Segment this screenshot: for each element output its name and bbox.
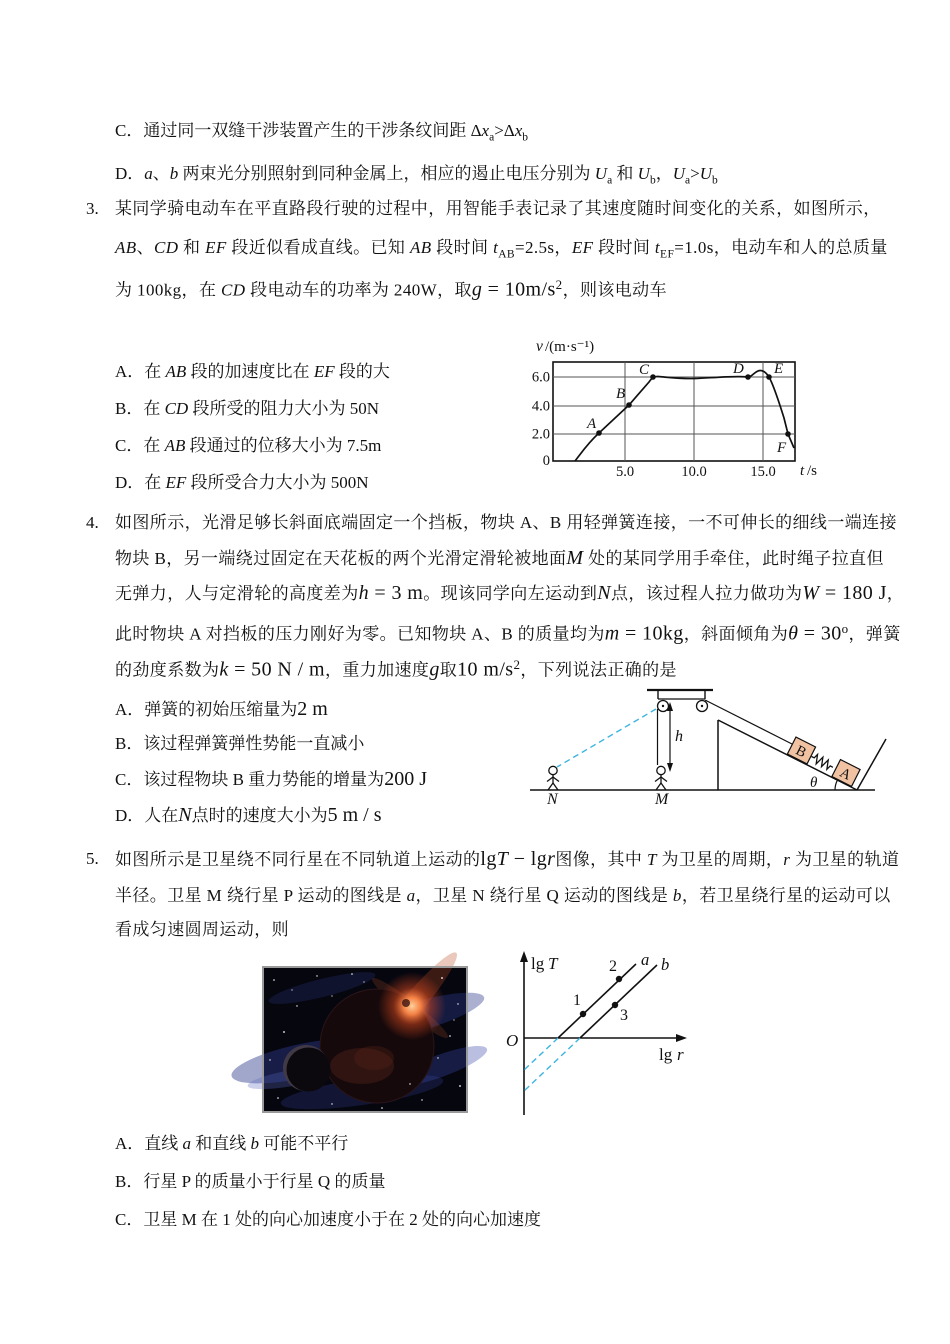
svg-text:2: 2 — [609, 958, 617, 975]
q5-stem-line-3: 看成匀速圆周运动，则 — [115, 920, 289, 939]
vt-gridlines — [553, 362, 795, 461]
vt-curve — [575, 371, 794, 462]
dashed-extension-b — [524, 1038, 580, 1091]
y-axis-arrow — [520, 951, 528, 962]
q5-stem-line-2: 半径。卫星 M 绕行星 P 运动的图线是 a，卫星 N 绕行星 Q 运动的图线是 b，若卫星绕行星的运动可以 — [115, 886, 891, 905]
vt-xlabel-var: t — [800, 463, 805, 479]
q3-option-d: D．在 EF 段所受合力大小为 500N — [115, 473, 369, 492]
q5-option-c: C．卫星 M 在 1 处的向心加速度小于在 2 处的向心加速度 — [115, 1210, 541, 1229]
svg-text:3: 3 — [620, 1007, 628, 1024]
dashed-extensions — [524, 1038, 580, 1091]
q4-option-d: D．人在N点时的速度大小为5 m / s — [115, 804, 382, 826]
svg-text:1: 1 — [573, 992, 581, 1009]
line-b-label: b — [661, 955, 670, 974]
ylabel-var: T — [548, 954, 558, 973]
point-2 — [616, 976, 622, 982]
dashed-rope-to-n — [557, 709, 656, 767]
dashed-extension-a — [524, 1038, 558, 1070]
person-n — [547, 766, 559, 790]
vt-ylabel-var: v — [536, 338, 543, 355]
q4-diagram — [505, 685, 900, 820]
svg-text:4.0: 4.0 — [531, 398, 550, 415]
axes — [524, 959, 679, 1115]
q4-stem-line-1: 如图所示，光滑足够长斜面底端固定一个挡板，物块 A、B 用轻弹簧连接，一不可伸长的细线一端连接 — [115, 513, 897, 532]
line-a-label: a — [641, 950, 650, 969]
q4-option-c: C．该过程物块 B 重力势能的增量为200 J — [115, 768, 427, 790]
svg-text:5.0: 5.0 — [615, 464, 635, 480]
q5-option-a: A．直线 a 和直线 b 可能不平行 — [115, 1134, 349, 1153]
svg-text:6.0: 6.0 — [531, 369, 550, 386]
q4-stem-line-3: 无弹力，人与定滑轮的高度差为h = 3 m。现该同学向左运动到N点，该过程人拉力做功为W = 180 J， — [115, 582, 905, 604]
svg-text:0: 0 — [542, 453, 550, 469]
q5-lgt-lgr-graph — [495, 945, 715, 1130]
n-point-label: N — [547, 791, 558, 808]
h-dimension — [667, 702, 673, 772]
point-3 — [612, 1002, 618, 1008]
block-b — [787, 737, 815, 764]
svg-text:F: F — [777, 440, 787, 456]
q4-option-a: A．弹簧的初始压缩量为2 m — [115, 698, 328, 720]
svg-text:D: D — [733, 361, 744, 377]
person-m — [655, 766, 667, 790]
x-axis-arrow — [676, 1034, 687, 1042]
xlabel-lg: lg — [659, 1045, 673, 1064]
q2-option-d: D．a、b 两束光分别照射到同种金属上，相应的遏止电压分别为 $U_a$ 和 $U_b$，$U_a>U_b$ — [115, 164, 718, 187]
svg-text:2.0: 2.0 — [531, 426, 550, 443]
q3-stem-line-3: 为 100kg，在 CD 段电动车的功率为 240W，取$g = 10m/s^2$，则该电动车 — [115, 277, 667, 301]
red-star-glow — [378, 972, 446, 1040]
line-a — [558, 964, 636, 1038]
q4-stem-line-2: 物块 B，另一端绕过固定在天花板的两个光滑定滑轮被地面M 处的某同学用手牵住，此时绳子拉直但 — [115, 547, 884, 569]
svg-text:B: B — [616, 386, 626, 402]
q3-stem-line-2: AB、CD 和 EF 段近似看成直线。已知 AB 段时间 $t_{AB}=2.5s$，EF 段时间 $t_{EF}=1.0s$，电动车和人的总质量 — [115, 238, 888, 261]
q3-number: 3. — [86, 199, 99, 218]
svg-text:15.0: 15.0 — [750, 464, 776, 480]
h-label: h — [675, 728, 683, 745]
pulleys — [658, 701, 708, 712]
q5-stem-line-1: 如图所示是卫星绕不同行星在不同轨道上运动的lgT − lgr图像，其中 T 为卫星的周期，r 为卫星的轨道 — [115, 848, 900, 870]
ylabel-lg: lg — [531, 954, 545, 973]
block-b-label: B — [792, 742, 809, 762]
q3-stem-line-1: 某同学骑电动车在平直路段行驶的过程中，用智能手表记录了其速度随时间变化的关系，如图所示， — [115, 199, 881, 218]
q3-vt-graph — [530, 335, 860, 490]
vt-ylabel-unit: /(m·s⁻¹) — [545, 339, 595, 355]
xlabel-var: r — [677, 1045, 684, 1064]
theta-label: θ — [810, 775, 818, 791]
baffle — [857, 739, 886, 790]
vt-yticks — [532, 370, 550, 470]
star-dark-spot — [402, 999, 410, 1007]
point-1 — [580, 1011, 586, 1017]
q4-number: 4. — [86, 513, 99, 532]
q5-option-b: B．行星 P 的质量小于行星 Q 的质量 — [115, 1172, 386, 1191]
q3-option-c: C．在 AB 段通过的位移大小为 7.5m — [115, 436, 382, 455]
svg-text:E: E — [774, 361, 784, 377]
q4-option-b: B．该过程弹簧弹性势能一直减小 — [115, 734, 365, 753]
q5-number: 5. — [86, 849, 99, 868]
ceiling-mount — [647, 690, 713, 699]
planets-illustration — [262, 966, 468, 1113]
vt-xticks — [616, 464, 776, 480]
q4-stem-line-4: 此时物块 A 对挡板的压力刚好为零。已知物块 A、B 的质量均为m = 10kg，斜面倾角为$\theta = 30^o$，弹簧 — [115, 621, 901, 645]
block-a-label: A — [837, 764, 854, 784]
m-point-label: M — [655, 791, 669, 808]
vt-point-labels — [586, 361, 787, 456]
origin-label: O — [506, 1031, 519, 1050]
q3-option-b: B．在 CD 段所受的阻力大小为 50N — [115, 399, 379, 418]
theta-arc — [835, 780, 837, 790]
vt-xlabel-unit: /s — [807, 463, 818, 479]
q3-option-a: A．在 AB 段的加速度比在 EF 段的大 — [115, 362, 390, 381]
svg-text:C: C — [639, 362, 650, 378]
svg-text:A: A — [587, 416, 597, 432]
incline — [718, 720, 857, 790]
q2-option-c: C．通过同一双缝干涉装置产生的干涉条纹间距 $\Delta x_a>\Delta x_b$ — [115, 121, 529, 144]
svg-text:10.0: 10.0 — [681, 464, 707, 480]
q4-stem-line-5: 的劲度系数为k = 50 N / m，重力加速度g取10 $m/s^2$，下列说法正确的是 — [115, 657, 677, 681]
